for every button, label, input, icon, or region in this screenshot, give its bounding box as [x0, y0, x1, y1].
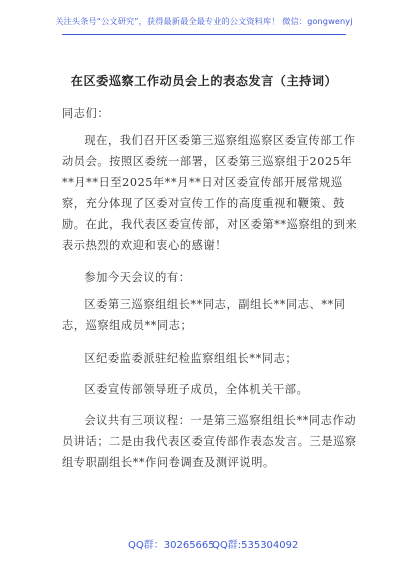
paragraph-4	[62, 348, 362, 369]
paragraph-text: 区委第三巡察组组长**同志，副组长**同志、**同志，巡察组成员**同志；	[62, 298, 346, 332]
paragraph-text: 会议共有三项议程：一是第三巡察组组长**同志作动员讲话；二是由我代表区委宣传部作表态发言。三是巡察组专职副组长**作问卷调查及测评说明。	[62, 414, 357, 469]
salutation	[62, 103, 362, 124]
paragraph-2	[62, 267, 362, 288]
paragraph-text: 参加今天会议的有：	[84, 271, 191, 284]
footer-qq-group-2: QQ群:535304092	[212, 540, 299, 551]
document-title: 在区委巡察工作动员会上的表态发言（主持词）	[70, 74, 338, 88]
salutation-text: 同志们：	[62, 107, 110, 120]
paragraph-1	[62, 130, 362, 256]
header-divider	[62, 34, 346, 35]
paragraph-text: 区委宣传部领导班子成员，全体机关干部。	[84, 383, 309, 396]
footer-qq-group-1: QQ群：30265665	[128, 540, 215, 551]
paragraph-text: 区纪委监委派驻纪检监察组组长**同志；	[84, 352, 298, 365]
paragraph-6	[62, 410, 362, 473]
paragraph-3	[62, 294, 362, 336]
paragraph-5	[62, 379, 362, 400]
paragraph-text: 现在，我们召开区委第三巡察组巡察区委宣传部工作动员会。按照区委统一部署，区委第三巡察组于2025年**月**日至2025年**月**日对区委宣传部开展常规巡察，充分体现了区委对宣传工作的高度重视和鞭策、鼓励。在此，我代表区委宣传部，对区委第**巡察组的到来表示热烈的欢迎和衷心的感谢！	[62, 134, 358, 252]
header-note: 关注头条号“公文研究”，获得最新最全最专业的公文资料库！ 微信：gongwenyj	[55, 16, 353, 26]
